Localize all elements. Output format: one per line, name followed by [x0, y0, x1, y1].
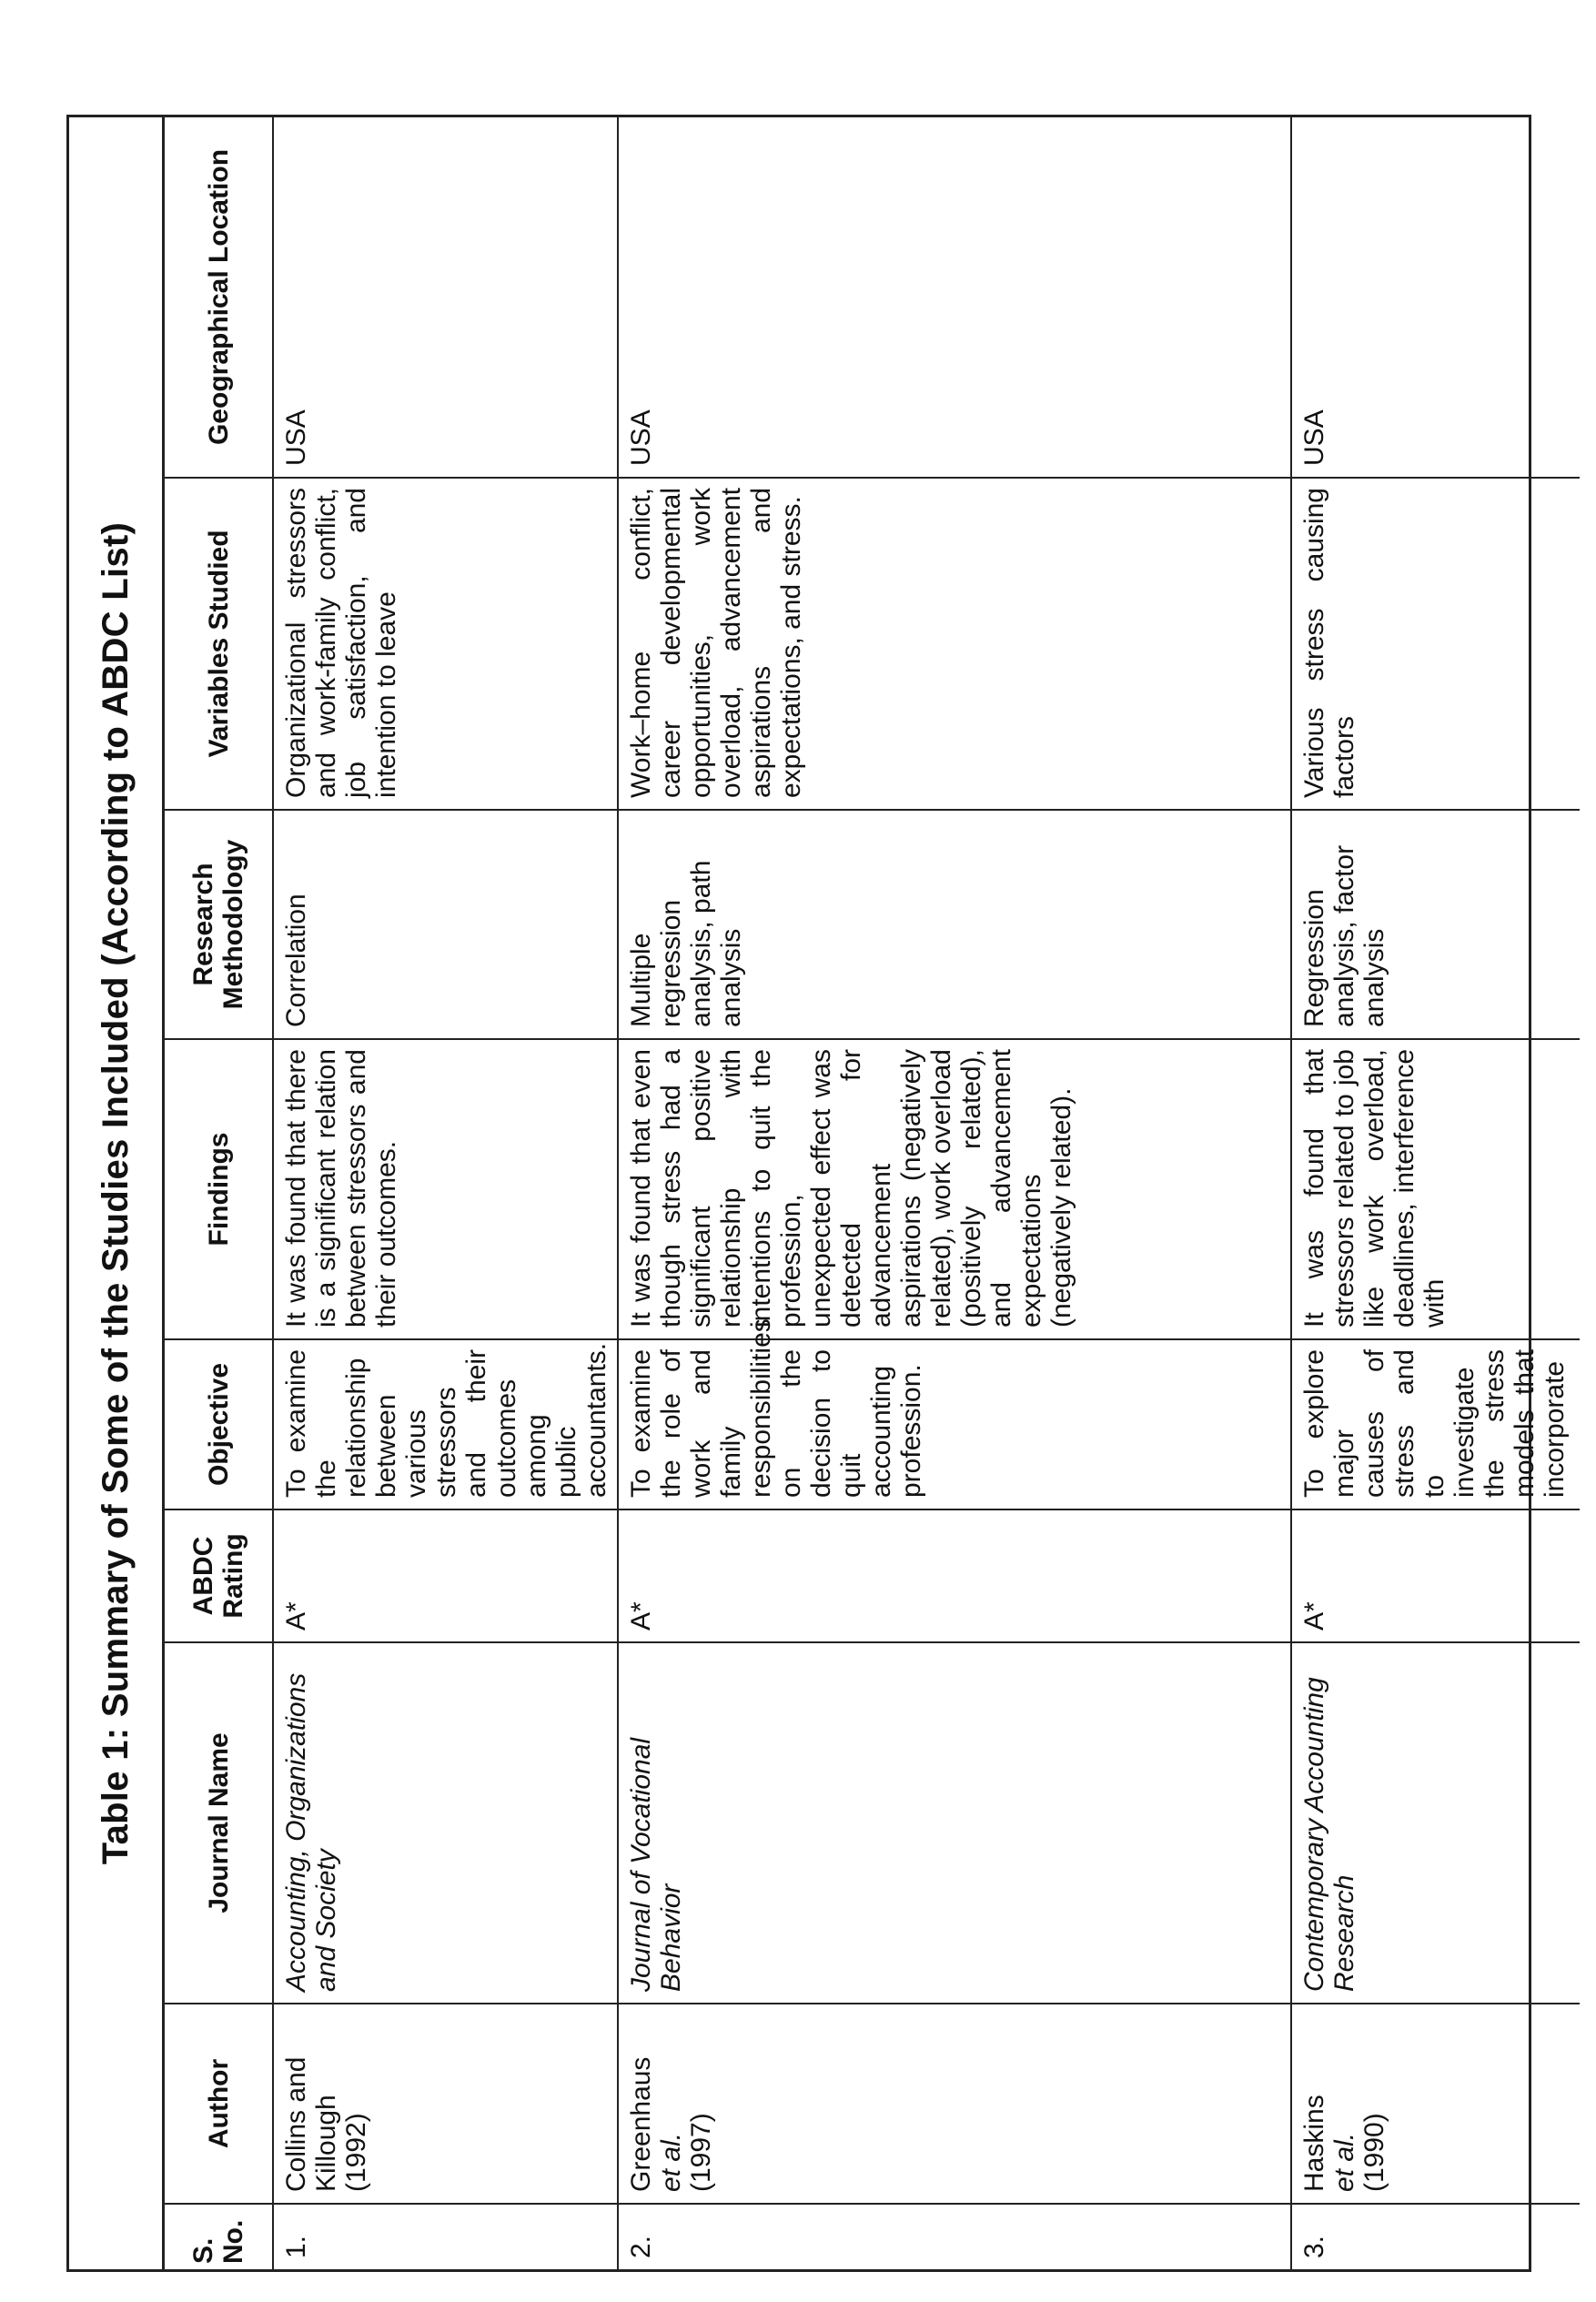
cell-rating: A* [618, 1509, 1291, 1642]
cell-rating: A* [1291, 1509, 1580, 1642]
cell-author [618, 2004, 1291, 2204]
author-etal: et al. [1329, 2132, 1359, 2192]
header-author: Author [165, 2004, 273, 2204]
cell-findings: It was found that even though stress had a significant positive relationship with intentions to quit the profession, unexpected effect was detected for advancement aspirations (negatively related), work overload (positively related), and advancement expectations (negatively related). [618, 1039, 1291, 1339]
rotated-page [66, 115, 1570, 2272]
author-etal: et al. [656, 2132, 686, 2192]
table-row [1291, 117, 1580, 2269]
summary-table [165, 117, 1580, 2269]
cell-location: USA [273, 117, 618, 478]
table-row [273, 117, 618, 2269]
cell-variables: Organizational stressors and work-family conflict, job satisfaction, and intention to leave [273, 478, 618, 810]
cell-methodology: Regression analysis, factor analysis [1291, 810, 1580, 1039]
header-rating: ABDC Rating [165, 1509, 273, 1642]
cell-sno: 3. [1291, 2204, 1580, 2269]
header-row [165, 117, 273, 2269]
cell-variables: Work–home conflict, career developmental opportunities, work overload, advancement aspirations and expectations, and stress. [618, 478, 1291, 810]
author-name: Greenhaus [626, 2056, 656, 2192]
author-year: (1990) [1359, 2113, 1389, 2192]
author-year: (1992) [341, 2113, 371, 2192]
cell-journal: Accounting, Organizations and Society [273, 1642, 618, 2004]
cell-methodology: Correlation [273, 810, 618, 1039]
cell-variables: Various stress causing factors [1291, 478, 1580, 810]
cell-objective: To examine the role of work and family responsibilities on the decision to quit accounting profession. [618, 1339, 1291, 1509]
cell-methodology: Multiple regression analysis, path analysis [618, 810, 1291, 1039]
header-sno: S. No. [165, 2204, 273, 2269]
author-name: Collins and Killough [281, 2056, 341, 2192]
cell-author [273, 2004, 618, 2204]
table-title: Table 1: Summary of Some of the Studies Included (According to ABDC List) [69, 117, 165, 2269]
cell-location: USA [618, 117, 1291, 478]
cell-findings: It was found that there is a significant relation between stressors and their outcomes. [273, 1039, 618, 1339]
table-row [618, 117, 1291, 2269]
cell-sno: 2. [618, 2204, 1291, 2269]
cell-objective: To explore major causes of stress and to investigate the stress models that incorporate [1291, 1339, 1580, 1509]
header-variables: Variables Studied [165, 478, 273, 810]
header-location: Geographical Location [165, 117, 273, 478]
header-findings: Findings [165, 1039, 273, 1339]
cell-location: USA [1291, 117, 1580, 478]
author-name: Haskins [1299, 2095, 1329, 2192]
cell-journal: Contemporary Accounting Research [1291, 1642, 1580, 2004]
author-year: (1997) [686, 2113, 716, 2192]
cell-author [1291, 2004, 1580, 2204]
header-methodology: Research Methodology [165, 810, 273, 1039]
cell-objective: To examine the relationship between various stressors and their outcomes among public accountants. [273, 1339, 618, 1509]
cell-rating: A* [273, 1509, 618, 1642]
header-journal: Journal Name [165, 1642, 273, 2004]
cell-findings: It was found that stressors related to job like work overload, deadlines, interference with [1291, 1039, 1580, 1339]
cell-journal: Journal of Vocational Behavior [618, 1642, 1291, 2004]
cell-sno: 1. [273, 2204, 618, 2269]
header-objective: Objective [165, 1339, 273, 1509]
